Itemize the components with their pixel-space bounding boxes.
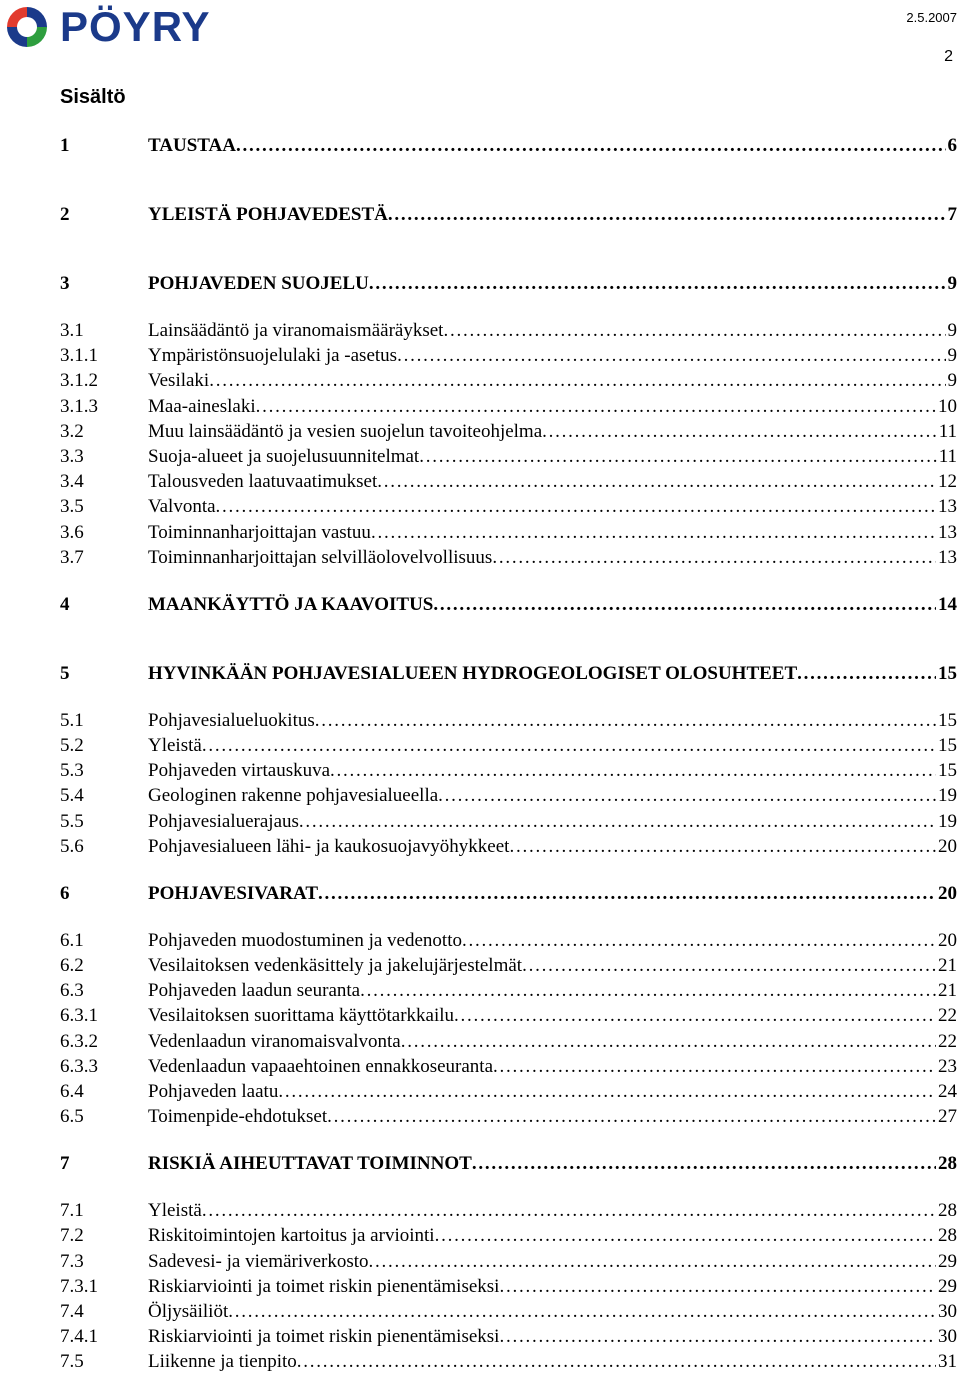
toc-entry-title: Pohjaveden laadun seuranta xyxy=(148,980,361,1002)
toc-entry-page: 7 xyxy=(947,204,957,225)
toc-dot-leader xyxy=(216,494,936,519)
toc-entry-number: 3.1.2 xyxy=(60,370,98,392)
toc-entry-title: MAANKÄYTTÖ JA KAAVOITUS xyxy=(148,593,434,615)
page-header xyxy=(0,0,960,70)
toc-entry-page: 13 xyxy=(938,521,957,543)
toc-entry-title: Sadevesi- ja viemäriverkosto xyxy=(148,1250,369,1272)
toc-entry-page: 31 xyxy=(938,1351,957,1373)
toc-entry-page: 15 xyxy=(938,662,957,684)
toc-dot-leader xyxy=(542,419,937,444)
toc-entry-number: 6.3.3 xyxy=(60,1055,98,1077)
toc-entry[interactable] xyxy=(60,592,957,617)
toc-entry[interactable] xyxy=(60,1151,957,1176)
toc-dot-leader xyxy=(297,1349,936,1374)
toc-entry-title: HYVINKÄÄN POHJAVESIALUEEN HYDROGEOLOGISET OLOSUHTEET xyxy=(148,662,798,684)
toc-dot-leader xyxy=(509,834,936,859)
toc-dot-leader xyxy=(369,1249,936,1274)
toc-dot-leader xyxy=(493,1054,936,1079)
toc-entry[interactable] xyxy=(60,494,957,519)
toc-entry-page: 10 xyxy=(938,395,957,417)
toc-entry[interactable] xyxy=(60,271,957,296)
toc-dot-leader xyxy=(443,318,945,343)
toc-entry[interactable] xyxy=(60,1104,957,1129)
toc-entry-title: Yleistä xyxy=(148,1200,202,1222)
toc-entry-title: Liikenne ja tienpito xyxy=(148,1351,297,1373)
toc-entry-page: 27 xyxy=(938,1106,957,1128)
toc-entry-number: 4 xyxy=(60,593,70,615)
toc-dot-leader xyxy=(318,881,936,906)
toc-entry-title: Vedenlaadun viranomaisvalvonta xyxy=(148,1030,401,1052)
toc-entry-number: 3.6 xyxy=(60,521,84,543)
toc-dot-leader xyxy=(315,708,936,733)
toc-entry-number: 5 xyxy=(60,662,70,684)
toc-entry-page: 22 xyxy=(938,1005,957,1027)
toc-entry-title: Pohjaveden laatu xyxy=(148,1081,279,1102)
toc-entry-number: 3.1 xyxy=(60,320,84,341)
toc-entry-title: Riskitoimintojen kartoitus ja arviointi xyxy=(148,1225,435,1247)
toc-entry[interactable] xyxy=(60,343,957,368)
toc-entry-page: 20 xyxy=(938,835,957,857)
toc-entry-number: 5.1 xyxy=(60,709,84,731)
toc-entry[interactable] xyxy=(60,1029,957,1054)
toc-dot-leader xyxy=(499,1274,936,1299)
toc-entry[interactable] xyxy=(60,133,957,158)
toc-entry-number: 7.4.1 xyxy=(60,1326,98,1348)
toc-entry[interactable] xyxy=(60,881,957,906)
toc-dot-leader xyxy=(401,1029,936,1054)
toc-entry-number: 5.2 xyxy=(60,735,84,756)
toc-entry[interactable] xyxy=(60,809,957,834)
toc-entry[interactable] xyxy=(60,545,957,570)
toc-entry-title: Öljysäiliöt xyxy=(148,1301,229,1322)
toc-entry[interactable] xyxy=(60,834,957,859)
toc-entry[interactable] xyxy=(60,1249,957,1274)
toc-entry-number: 6 xyxy=(60,882,70,904)
toc-entry-page: 12 xyxy=(938,471,957,493)
toc-dot-leader xyxy=(472,1151,936,1176)
toc-dot-leader xyxy=(388,202,946,227)
toc-entry-title: Toiminnanharjoittajan selvilläolovelvollisuus xyxy=(148,546,493,568)
toc-entry-page: 19 xyxy=(938,810,957,832)
poyry-logo-icon xyxy=(4,4,50,50)
toc-entry-page: 20 xyxy=(938,882,957,904)
toc-entry-number: 3.2 xyxy=(60,420,84,442)
toc-entry[interactable] xyxy=(60,1198,957,1223)
toc-dot-leader xyxy=(433,592,936,617)
toc-entry-title: Vedenlaadun vapaaehtoinen ennakkoseuranta xyxy=(148,1055,494,1077)
toc-entry[interactable] xyxy=(60,783,957,808)
toc-dot-leader xyxy=(369,271,946,296)
toc-dot-leader xyxy=(228,1299,936,1324)
toc-dot-leader xyxy=(419,444,936,469)
toc-entry-title: Muu lainsäädäntö ja vesien suojelun tavoiteohjelma xyxy=(148,420,543,442)
toc-entry-number: 6.1 xyxy=(60,929,84,951)
toc-entry-title: Vesilaitoksen suorittama käyttötarkkailu xyxy=(148,1005,455,1027)
document-date: 2.5.2007 xyxy=(906,10,957,25)
toc-entry-title: Pohjaveden virtauskuva xyxy=(148,760,331,782)
toc-title: Sisältö xyxy=(60,86,126,108)
toc-entry-page: 20 xyxy=(938,929,957,951)
toc-entry-page: 9 xyxy=(947,273,957,294)
toc-entry[interactable] xyxy=(60,1054,957,1079)
toc-entry-title: Pohjaveden muodostuminen ja vedenotto xyxy=(148,929,462,951)
toc-entry-page: 11 xyxy=(938,446,957,467)
toc-entry-page: 6 xyxy=(947,135,957,156)
toc-dot-leader xyxy=(435,1223,936,1248)
toc-dot-leader xyxy=(371,520,936,545)
toc-dot-leader xyxy=(492,545,936,570)
toc-entry-page: 28 xyxy=(938,1225,957,1247)
toc-entry[interactable] xyxy=(60,953,957,978)
toc-entry-number: 7.5 xyxy=(60,1351,84,1373)
toc-entry[interactable] xyxy=(60,1299,957,1324)
toc-dot-leader xyxy=(499,1324,936,1349)
toc-entry-number: 7.2 xyxy=(60,1225,84,1247)
toc-entry-number: 6.4 xyxy=(60,1081,84,1102)
toc-entry-number: 5.6 xyxy=(60,835,84,857)
toc-entry-page: 13 xyxy=(938,546,957,568)
toc-entry-number: 7.3 xyxy=(60,1250,84,1272)
toc-dot-leader xyxy=(256,394,936,419)
toc-entry[interactable] xyxy=(60,733,957,758)
toc-dot-leader xyxy=(438,783,936,808)
toc-entry-page: 9 xyxy=(947,345,957,367)
toc-entry[interactable] xyxy=(60,444,957,469)
toc-entry-number: 3.4 xyxy=(60,471,84,493)
toc-entry-number: 5.5 xyxy=(60,810,84,832)
toc-entry-title: YLEISTÄ POHJAVEDESTÄ xyxy=(148,204,388,225)
toc-entry-title: TAUSTAA xyxy=(148,135,236,156)
toc-entry-page: 19 xyxy=(938,785,957,807)
toc-entry-title: Lainsäädäntö ja viranomaismääräykset xyxy=(148,320,444,341)
toc-entry-page: 28 xyxy=(938,1200,957,1222)
toc-entry-page: 9 xyxy=(947,370,957,392)
toc-entry-number: 6.3 xyxy=(60,980,84,1002)
toc-entry-number: 6.5 xyxy=(60,1106,84,1128)
toc-dot-leader xyxy=(360,978,936,1003)
toc-entry-title: POHJAVESIVARAT xyxy=(148,882,318,904)
toc-entry-number: 3 xyxy=(60,273,70,294)
toc-entry[interactable] xyxy=(60,1079,957,1104)
toc-entry-title: Yleistä xyxy=(148,735,202,756)
brand-logo xyxy=(4,4,210,50)
toc-entry[interactable] xyxy=(60,469,957,494)
toc-entry-title: Vesilaki xyxy=(148,370,210,392)
toc-entry[interactable] xyxy=(60,928,957,953)
toc-entry-title: POHJAVEDEN SUOJELU xyxy=(148,273,369,294)
toc-dot-leader xyxy=(330,758,936,783)
toc-dot-leader xyxy=(377,469,936,494)
toc-entry-title: Suoja-alueet ja suojelusuunnitelmat xyxy=(148,446,420,467)
toc-entry-number: 3.1.1 xyxy=(60,345,98,367)
toc-entry[interactable] xyxy=(60,318,957,343)
toc-entry-number: 6.3.1 xyxy=(60,1005,98,1027)
toc-dot-leader xyxy=(236,133,946,158)
toc-entry-number: 3.3 xyxy=(60,446,84,467)
toc-entry-title: Toimenpide-ehdotukset xyxy=(148,1106,328,1128)
toc-dot-leader xyxy=(797,661,936,686)
toc-entry-title: Talousveden laatuvaatimukset xyxy=(148,471,378,493)
toc-entry-page: 29 xyxy=(938,1250,957,1272)
toc-entry-number: 7.4 xyxy=(60,1301,84,1322)
toc-entry-title: Geologinen rakenne pohjavesialueella xyxy=(148,785,439,807)
toc-entry-number: 7.3.1 xyxy=(60,1275,98,1297)
toc-entry-title: Valvonta xyxy=(148,496,216,518)
toc-entry[interactable] xyxy=(60,758,957,783)
toc-dot-leader xyxy=(397,343,945,368)
toc-entry[interactable] xyxy=(60,708,957,733)
toc-entry-page: 23 xyxy=(938,1055,957,1077)
toc-entry-title: Pohjavesialueen lähi- ja kaukosuojavyöhykkeet xyxy=(148,835,510,857)
toc-dot-leader xyxy=(327,1104,936,1129)
toc-entry[interactable] xyxy=(60,1003,957,1028)
toc-entry-page: 11 xyxy=(938,420,957,442)
toc-entry-page: 21 xyxy=(938,955,957,976)
toc-dot-leader xyxy=(454,1003,936,1028)
toc-entry-page: 28 xyxy=(938,1153,957,1175)
toc-entry-number: 1 xyxy=(60,135,70,156)
toc-entry[interactable] xyxy=(60,661,957,686)
toc-entry-title: Toiminnanharjoittajan vastuu xyxy=(148,521,371,543)
toc-entry-number: 7 xyxy=(60,1153,70,1175)
toc-entry-number: 3.7 xyxy=(60,546,84,568)
toc-entry[interactable] xyxy=(60,202,957,227)
toc-entry-page: 22 xyxy=(938,1030,957,1052)
toc-entry-number: 5.4 xyxy=(60,785,84,807)
brand-name: PÖYRY xyxy=(60,3,211,50)
toc-entry[interactable] xyxy=(60,368,957,393)
toc-dot-leader xyxy=(278,1079,936,1104)
toc-entry[interactable] xyxy=(60,419,957,444)
toc-entry-number: 3.5 xyxy=(60,496,84,518)
toc-entry-number: 2 xyxy=(60,204,70,225)
toc-entry-title: Riskiarviointi ja toimet riskin pienentämiseksi xyxy=(148,1275,500,1297)
toc-entry-page: 29 xyxy=(938,1275,957,1297)
toc-entry-title: Vesilaitoksen vedenkäsittely ja jakelujärjestelmät xyxy=(148,955,523,976)
toc-dot-leader xyxy=(202,1198,936,1223)
toc-entry-number: 5.3 xyxy=(60,760,84,782)
toc-entry-title: Riskiarviointi ja toimet riskin pienentämiseksi xyxy=(148,1326,500,1348)
toc-entry[interactable] xyxy=(60,1223,957,1248)
toc-entry-title: Pohjavesialuerajaus xyxy=(148,810,299,832)
toc-dot-leader xyxy=(462,928,936,953)
page-number: 2 xyxy=(944,48,953,65)
toc-entry[interactable] xyxy=(60,520,957,545)
toc-entry-number: 3.1.3 xyxy=(60,395,98,417)
toc-entry-page: 9 xyxy=(947,320,957,341)
toc-entry[interactable] xyxy=(60,1274,957,1299)
toc-entry[interactable] xyxy=(60,1324,957,1349)
toc-entry[interactable] xyxy=(60,394,957,419)
toc-entry-title: Ympäristönsuojelulaki ja -asetus xyxy=(148,345,398,367)
toc-entry-number: 6.3.2 xyxy=(60,1030,98,1052)
toc-dot-leader xyxy=(202,733,936,758)
toc-entry-page: 30 xyxy=(938,1326,957,1348)
toc-dot-leader xyxy=(299,809,936,834)
toc-entry-title: RISKIÄ AIHEUTTAVAT TOIMINNOT xyxy=(148,1153,472,1175)
toc-dot-leader xyxy=(522,953,936,978)
toc-entry-page: 21 xyxy=(938,980,957,1002)
toc-entry-page: 15 xyxy=(938,760,957,782)
toc-entry-page: 15 xyxy=(938,735,957,756)
toc-entry-page: 24 xyxy=(938,1081,957,1102)
toc-entry[interactable] xyxy=(60,978,957,1003)
toc-entry[interactable] xyxy=(60,1349,957,1374)
toc-entry-title: Maa-aineslaki xyxy=(148,395,256,417)
toc-entry-page: 13 xyxy=(938,496,957,518)
toc-entry-title: Pohjavesialueluokitus xyxy=(148,709,315,731)
toc-dot-leader xyxy=(209,368,945,393)
toc-entry-page: 15 xyxy=(938,709,957,731)
toc-entry-number: 6.2 xyxy=(60,955,84,976)
toc-entry-number: 7.1 xyxy=(60,1200,84,1222)
toc-entry-page: 14 xyxy=(938,593,957,615)
toc-entry-page: 30 xyxy=(938,1301,957,1322)
